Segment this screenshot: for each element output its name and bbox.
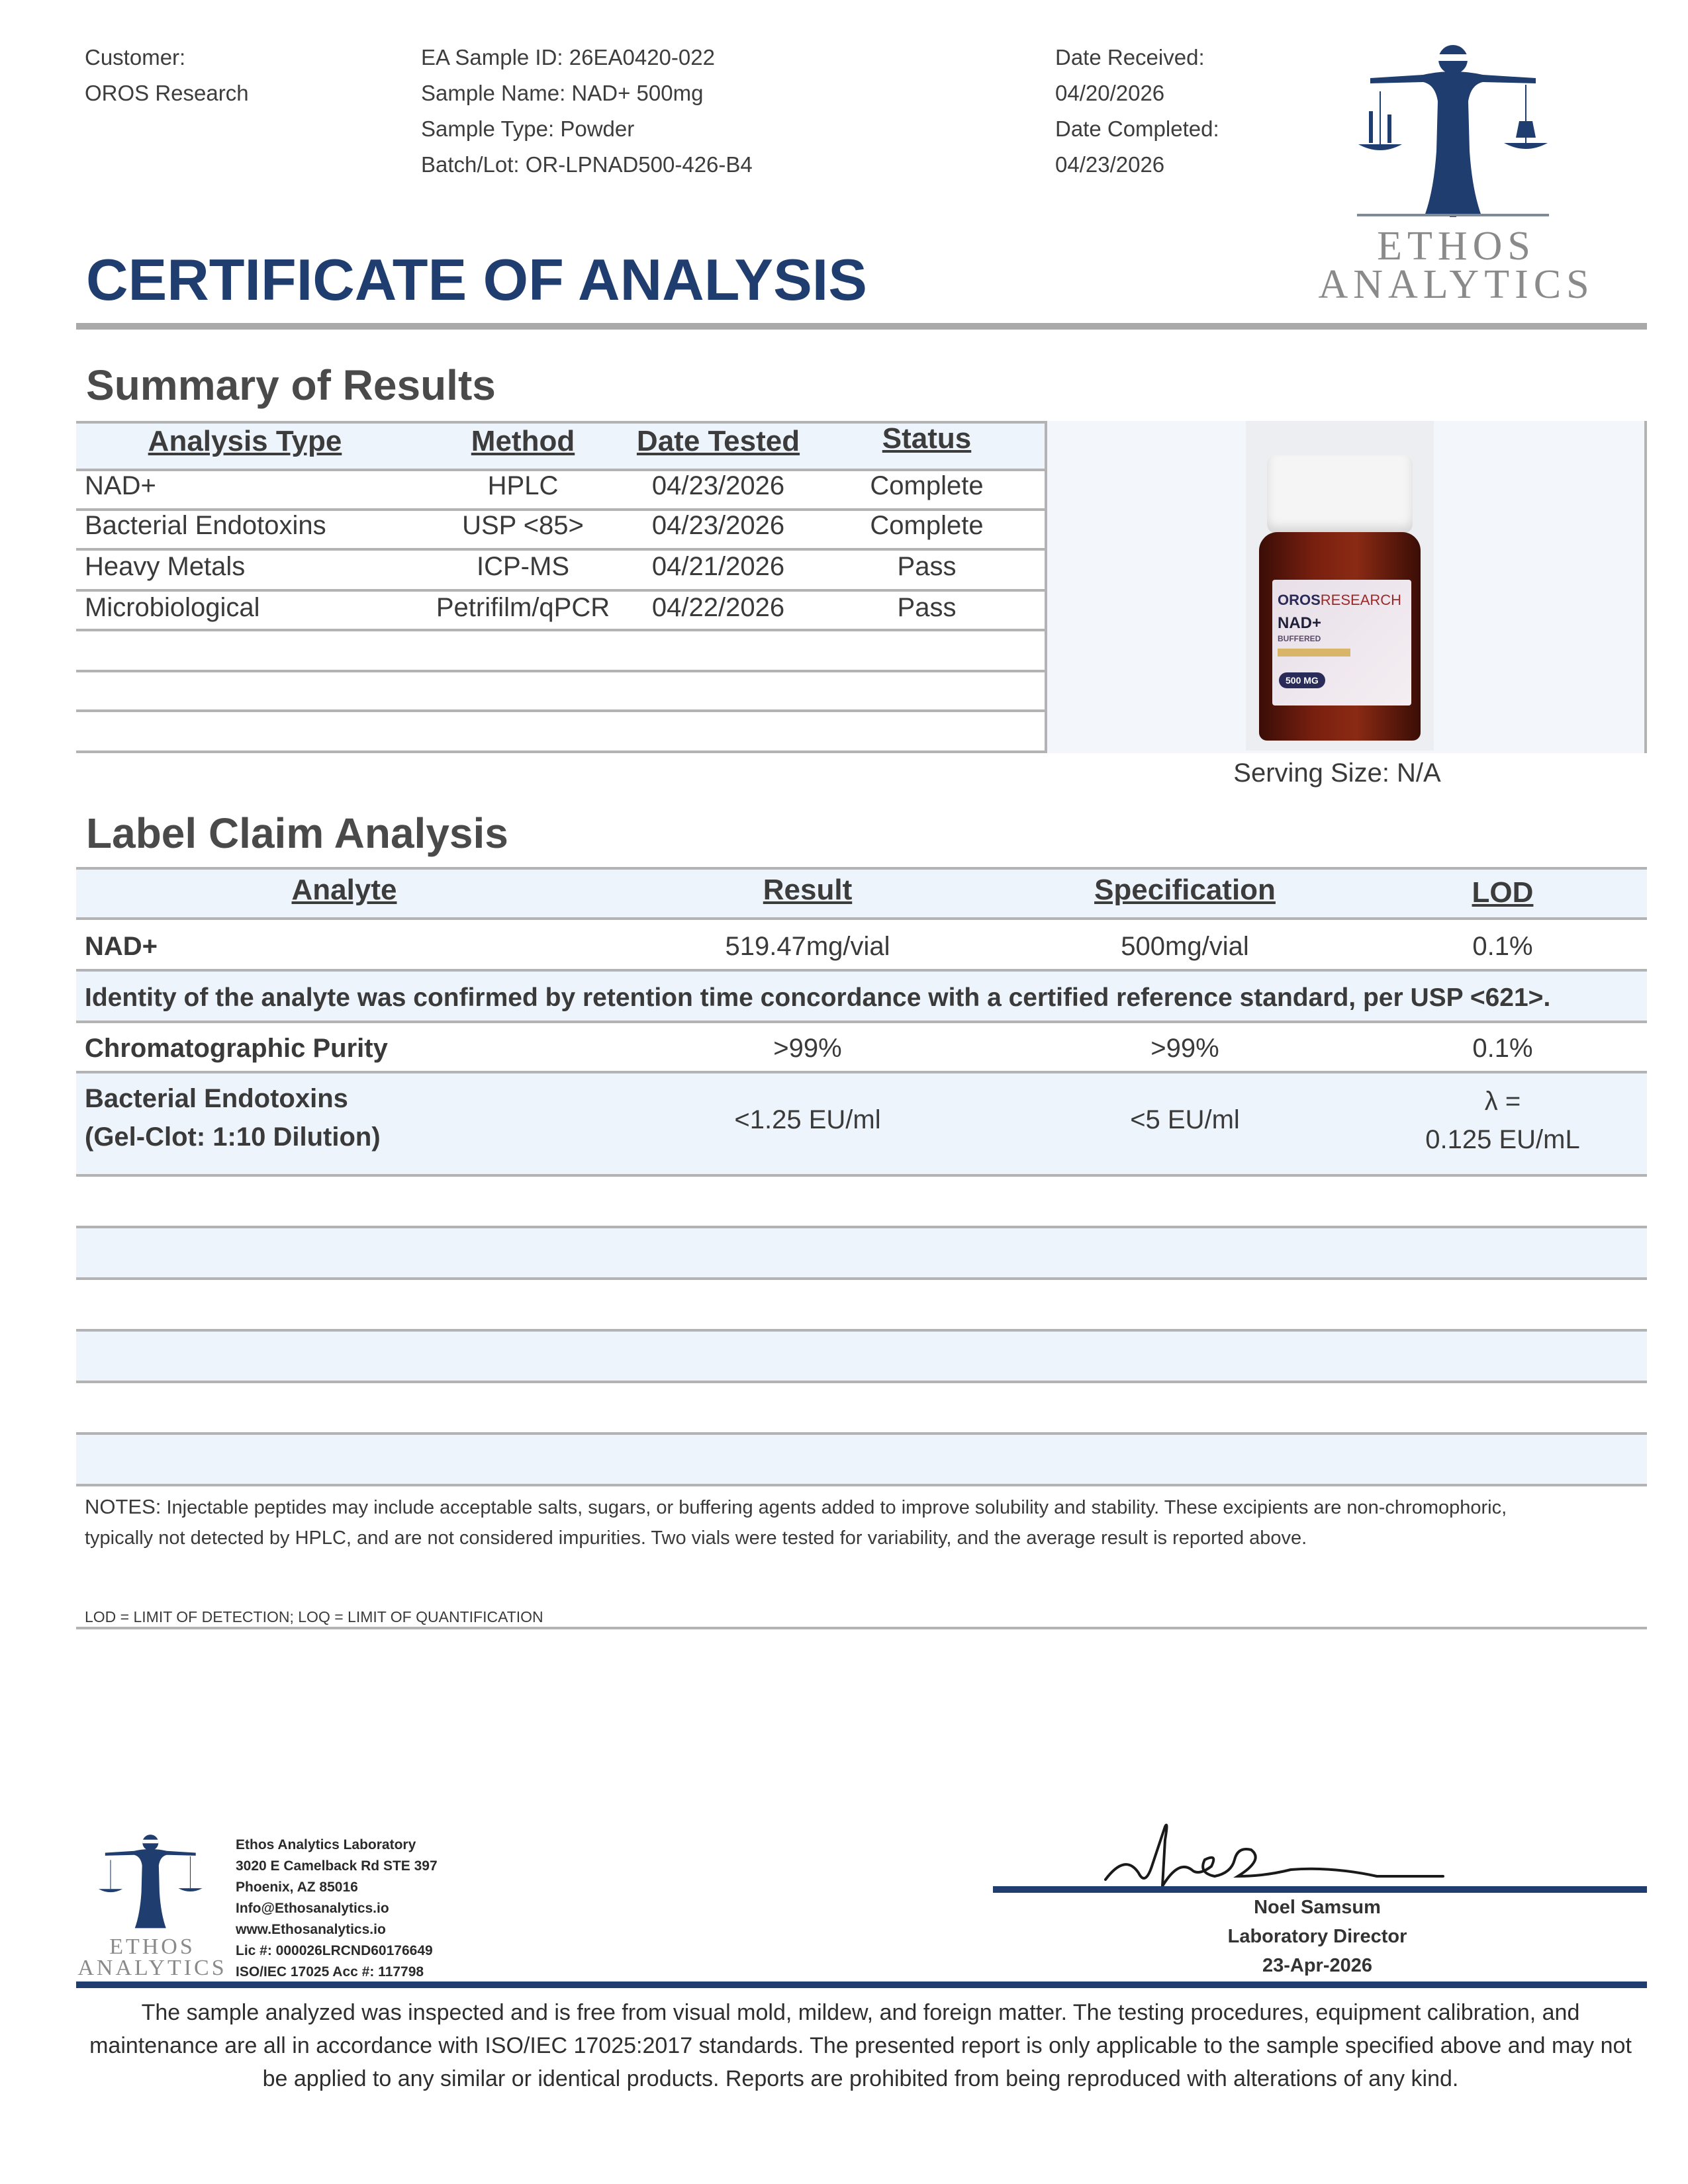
summary-row-4-type: Microbiological <box>85 593 260 622</box>
summary-row-4-method: Petrifilm/qPCR <box>436 593 610 622</box>
col-analysis-type: Analysis Type <box>148 425 342 457</box>
lc-row-3-lod-line1: λ = <box>1484 1087 1521 1116</box>
dates-block <box>1055 40 1219 183</box>
notes-rule <box>76 1627 1647 1629</box>
lc-row-3-analyte-line2: (Gel-Clot: 1:10 Dilution) <box>85 1122 381 1152</box>
summary-heading: Summary of Results <box>86 361 496 409</box>
summary-row-2-status: Complete <box>870 511 984 540</box>
customer-block <box>85 40 249 111</box>
notes-label: NOTES: <box>85 1495 162 1518</box>
summary-row-1-date: 04/23/2026 <box>651 471 785 500</box>
justice-figure-small-icon <box>76 1831 228 1936</box>
lab-iso: ISO/IEC 17025 Acc #: 117798 <box>236 1964 424 1979</box>
title-rule <box>76 323 1647 330</box>
label-claim-heading: Label Claim Analysis <box>86 809 508 857</box>
footer-disclaimer <box>66 1996 1655 2095</box>
col-result: Result <box>763 874 853 906</box>
summary-row-2-type: Bacterial Endotoxins <box>85 511 326 540</box>
batch-lot: Batch/Lot: OR-LPNAD500-426-B4 <box>421 152 753 177</box>
footer-logo-analytics-text: ANALYTICS <box>77 1956 227 1980</box>
summary-row-3-type: Heavy Metals <box>85 552 246 581</box>
sample-id: EA Sample ID: 26EA0420-022 <box>421 45 715 69</box>
sign-date: 23-Apr-2026 <box>1262 1955 1373 1976</box>
col-date-tested: Date Tested <box>636 425 800 457</box>
summary-row-2-method: USP <85> <box>462 511 584 540</box>
disclaimer-line-3: be applied to any similar or identical products. Reports are prohibited from being reproduced with alterations of any kind. <box>262 2066 1459 2091</box>
logo-analytics-text: ANALYTICS <box>1318 262 1595 307</box>
col-method: Method <box>471 425 575 457</box>
summary-row-3-method: ICP-MS <box>477 552 569 581</box>
signer-name: Noel Samsum <box>1254 1897 1381 1918</box>
lc-row-line <box>76 917 1647 920</box>
signature-line <box>993 1886 1647 1893</box>
date-received-label: Date Received: <box>1055 45 1205 69</box>
summary-row-3-status: Pass <box>897 552 957 581</box>
sample-type: Sample Type: Powder <box>421 116 635 141</box>
page-title: CERTIFICATE OF ANALYSIS <box>86 247 867 312</box>
sample-info-block <box>421 40 753 183</box>
lc-row-2-spec: >99% <box>1150 1034 1219 1063</box>
col-status: Status <box>882 422 972 455</box>
col-lod: LOD <box>1472 876 1534 909</box>
lc-row-line <box>76 1484 1647 1486</box>
notes-line-1: Injectable peptides may include acceptable salts, sugars, or buffering agents added to improve solubility and stability. These excipients are non-chromophoric, <box>166 1497 1507 1518</box>
summary-row-1-type: NAD+ <box>85 471 156 500</box>
product-image-panel <box>1045 421 1647 753</box>
lc-row-1-lod: 0.1% <box>1472 932 1533 961</box>
justice-figure-icon <box>1317 38 1595 230</box>
lc-row-3-result: <1.25 EU/ml <box>734 1105 881 1134</box>
lab-email: Info@Ethosanalytics.io <box>236 1901 389 1916</box>
footer-rule <box>76 1981 1647 1988</box>
lc-empty-band <box>76 1435 1647 1484</box>
abbreviations-note: LOD = LIMIT OF DETECTION; LOQ = LIMIT OF QUANTIFICATION <box>85 1608 543 1625</box>
lc-row-1-spec: 500mg/vial <box>1121 932 1249 961</box>
sample-name: Sample Name: NAD+ 500mg <box>421 81 704 105</box>
summary-row-line <box>76 709 1046 712</box>
serving-size: Serving Size: N/A <box>1233 758 1441 788</box>
lc-row-line <box>76 1174 1647 1177</box>
lc-row-2-result: >99% <box>773 1034 842 1063</box>
summary-row-4-status: Pass <box>897 593 957 622</box>
signer-title: Laboratory Director <box>1227 1926 1407 1947</box>
vial-brand2: RESEARCH <box>1320 592 1402 608</box>
date-completed: 04/23/2026 <box>1055 152 1165 177</box>
lc-row-line <box>76 1021 1647 1023</box>
lc-row-2-lod: 0.1% <box>1472 1034 1533 1063</box>
vial-photo <box>1246 421 1434 751</box>
lc-empty-band <box>76 1228 1647 1277</box>
summary-row-line <box>76 629 1046 631</box>
disclaimer-line-2: maintenance are all in accordance with ISO/IEC 17025:2017 standards. The presented report is only applicable to the sample specified above and may not <box>89 2033 1632 2058</box>
date-completed-label: Date Completed: <box>1055 116 1219 141</box>
customer-name: OROS Research <box>85 81 249 105</box>
notes <box>85 1492 1634 1553</box>
lc-row-line <box>76 1381 1647 1383</box>
date-received: 04/20/2026 <box>1055 81 1165 105</box>
logo-ethos-text: ETHOS <box>1377 224 1536 269</box>
lc-empty-band <box>76 1332 1647 1381</box>
customer-label: Customer: <box>85 45 186 69</box>
lc-row-1-result: 519.47mg/vial <box>725 932 890 961</box>
lc-row-1-analyte: NAD+ <box>85 932 158 961</box>
summary-row-2-date: 04/23/2026 <box>651 511 785 540</box>
lab-contact-block <box>236 1835 438 1983</box>
lc-row-2-analyte: Chromatographic Purity <box>85 1034 388 1063</box>
lc-row-3-lod-line2: 0.125 EU/mL <box>1425 1125 1580 1154</box>
vial-brand: OROS <box>1278 592 1321 608</box>
lab-address2: Phoenix, AZ 85016 <box>236 1880 358 1895</box>
identity-note: Identity of the analyte was confirmed by retention time concordance with a certified reference standard, per USP <621>. <box>85 983 1551 1012</box>
lc-row-3-analyte-line1: Bacterial Endotoxins <box>85 1084 348 1113</box>
summary-row-line <box>76 548 1046 551</box>
lab-website: www.Ethosanalytics.io <box>236 1922 386 1937</box>
lc-row-3-spec: <5 EU/ml <box>1130 1105 1240 1134</box>
vial-sub: BUFFERED <box>1278 634 1321 643</box>
vial-dose: 500 MG <box>1279 672 1325 688</box>
summary-row-1-status: Complete <box>870 471 984 500</box>
notes-line-2: typically not detected by HPLC, and are not considered impurities. Two vials were tested for variability, and the average result is reported above. <box>85 1527 1307 1549</box>
ethos-logo <box>1317 38 1595 310</box>
lab-address1: 3020 E Camelback Rd STE 397 <box>236 1858 438 1874</box>
summary-row-3-date: 04/21/2026 <box>651 552 785 581</box>
summary-row-4-date: 04/22/2026 <box>651 593 785 622</box>
lab-name: Ethos Analytics Laboratory <box>236 1837 416 1852</box>
footer-logo-ethos-text: ETHOS <box>109 1934 195 1959</box>
summary-row-line <box>76 589 1046 592</box>
footer-ethos-logo <box>76 1831 228 1983</box>
lc-row-line <box>76 1277 1647 1280</box>
col-specification: Specification <box>1094 874 1276 906</box>
disclaimer-line-1: The sample analyzed was inspected and is free from visual mold, mildew, and foreign matter. The testing procedures, equipment calibration, and <box>141 2000 1580 2025</box>
col-analyte: Analyte <box>291 874 397 906</box>
summary-row-1-method: HPLC <box>487 471 559 500</box>
vial-product: NAD+ <box>1278 614 1322 632</box>
lab-license: Lic #: 000026LRCND60176649 <box>236 1943 433 1958</box>
signer-block <box>1152 1893 1483 1980</box>
summary-row-line <box>76 670 1046 672</box>
